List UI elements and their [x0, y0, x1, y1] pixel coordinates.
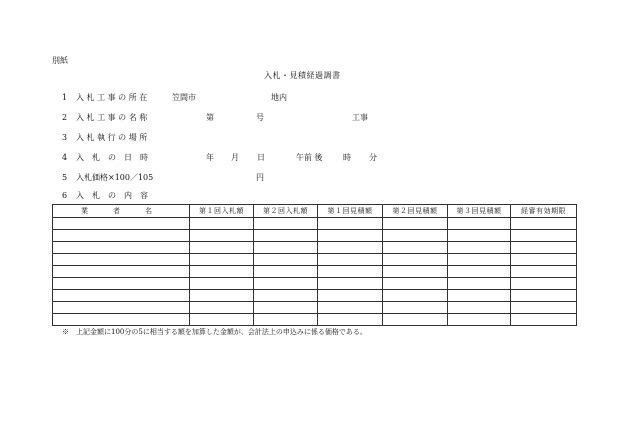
item-location [62, 92, 147, 103]
table-row [53, 266, 577, 278]
item-label: 入 札 工 事 の 所 在 [76, 93, 148, 102]
table-cell[interactable] [318, 290, 383, 302]
table-cell[interactable] [448, 230, 511, 242]
datetime-year: 年 [206, 153, 214, 162]
item-label: 入 札 の 内 容 [76, 191, 148, 200]
table-cell[interactable] [190, 302, 254, 314]
table-cell[interactable] [254, 314, 318, 326]
table-cell[interactable] [511, 290, 577, 302]
table-cell[interactable] [53, 290, 190, 302]
table-cell[interactable] [448, 242, 511, 254]
table-cell[interactable] [511, 302, 577, 314]
document-title: 入札・見積経過調書 [264, 71, 341, 80]
item-content [62, 190, 148, 201]
table-cell[interactable] [190, 278, 254, 290]
item-number: 3 [62, 133, 68, 142]
header-validity: 経審有効期限 [511, 205, 577, 218]
table-cell[interactable] [511, 266, 577, 278]
table-cell[interactable] [53, 242, 190, 254]
item-label: 入 札 執 行 の 場 所 [76, 133, 148, 142]
name-kouji: 工事 [352, 113, 368, 122]
table-cell[interactable] [190, 242, 254, 254]
table-cell[interactable] [448, 266, 511, 278]
table-cell[interactable] [53, 254, 190, 266]
table-header-row [53, 205, 577, 218]
item-number: 1 [62, 93, 68, 102]
datetime-hour: 時 [343, 153, 351, 162]
table-cell[interactable] [254, 302, 318, 314]
table-cell[interactable] [448, 314, 511, 326]
item-price [62, 172, 153, 183]
header-estimate-1: 第１回見積額 [318, 205, 383, 218]
table-cell[interactable] [383, 230, 448, 242]
table-cell[interactable] [383, 290, 448, 302]
table-row [53, 302, 577, 314]
table-row [53, 218, 577, 230]
table-cell[interactable] [254, 254, 318, 266]
footnote: ※ 上記金額に100分の5に相当する額を加算した金額が、会計法上の申込みに係る価格である。 [62, 328, 367, 336]
table-cell[interactable] [254, 230, 318, 242]
item-number: 4 [62, 153, 68, 162]
table-cell[interactable] [383, 302, 448, 314]
table-cell[interactable] [254, 290, 318, 302]
item-name [62, 112, 147, 123]
table-cell[interactable] [190, 230, 254, 242]
item-label: 入札価格×100／105 [76, 173, 154, 182]
name-go: 号 [256, 113, 264, 122]
table-row [53, 242, 577, 254]
document-tag: 別紙 [52, 56, 68, 65]
table-cell[interactable] [254, 218, 318, 230]
table-cell[interactable] [318, 302, 383, 314]
item-number: 6 [62, 191, 68, 200]
table-cell[interactable] [511, 278, 577, 290]
table-row [53, 230, 577, 242]
header-vendor: 業 者 名 [53, 205, 190, 218]
bid-table [52, 204, 577, 326]
datetime-ampm: 午前 後 [296, 153, 323, 162]
table-row [53, 314, 577, 326]
table-cell[interactable] [318, 314, 383, 326]
item-label: 入 札 工 事 の 名 称 [76, 113, 148, 122]
table-cell[interactable] [53, 314, 190, 326]
location-suffix: 地内 [271, 93, 287, 102]
table-cell[interactable] [448, 218, 511, 230]
datetime-month: 月 [231, 153, 239, 162]
table-cell[interactable] [254, 266, 318, 278]
header-estimate-3: 第３回見積額 [448, 205, 511, 218]
table-row [53, 290, 577, 302]
table-cell[interactable] [53, 278, 190, 290]
table-cell[interactable] [383, 242, 448, 254]
table-cell[interactable] [511, 254, 577, 266]
item-number: 5 [62, 173, 68, 182]
table-cell[interactable] [190, 266, 254, 278]
table-cell[interactable] [511, 314, 577, 326]
table-cell[interactable] [53, 266, 190, 278]
table-cell[interactable] [53, 230, 190, 242]
price-yen: 円 [256, 173, 264, 182]
table-cell[interactable] [254, 242, 318, 254]
table-cell[interactable] [448, 302, 511, 314]
item-label: 入 札 の 日 時 [76, 153, 148, 162]
table-cell[interactable] [511, 230, 577, 242]
item-datetime [62, 152, 148, 163]
location-city: 笠間市 [172, 93, 196, 102]
datetime-minute: 分 [369, 153, 377, 162]
item-number: 2 [62, 113, 68, 122]
table-cell[interactable] [318, 254, 383, 266]
table-cell[interactable] [190, 218, 254, 230]
header-bid-2: 第２回入札額 [254, 205, 318, 218]
table-body [53, 218, 577, 326]
table-cell[interactable] [53, 302, 190, 314]
table-cell[interactable] [190, 314, 254, 326]
table-cell[interactable] [448, 290, 511, 302]
table-cell[interactable] [383, 266, 448, 278]
table-cell[interactable] [318, 266, 383, 278]
table-cell[interactable] [190, 254, 254, 266]
item-place [62, 132, 147, 143]
table-cell[interactable] [318, 278, 383, 290]
table-cell[interactable] [318, 230, 383, 242]
name-dai: 第 [206, 113, 214, 122]
table-row [53, 254, 577, 266]
table-cell[interactable] [511, 242, 577, 254]
table-cell[interactable] [383, 278, 448, 290]
table-row [53, 278, 577, 290]
header-estimate-2: 第２回見積額 [383, 205, 448, 218]
table-cell[interactable] [511, 218, 577, 230]
table-cell[interactable] [448, 278, 511, 290]
table-cell[interactable] [383, 254, 448, 266]
table-cell[interactable] [190, 290, 254, 302]
table-cell[interactable] [318, 242, 383, 254]
datetime-day: 日 [257, 153, 265, 162]
table-cell[interactable] [53, 218, 190, 230]
header-bid-1: 第１回入札額 [190, 205, 254, 218]
table-cell[interactable] [383, 314, 448, 326]
table-cell[interactable] [448, 254, 511, 266]
table-cell[interactable] [383, 218, 448, 230]
table-cell[interactable] [318, 218, 383, 230]
table-cell[interactable] [254, 278, 318, 290]
